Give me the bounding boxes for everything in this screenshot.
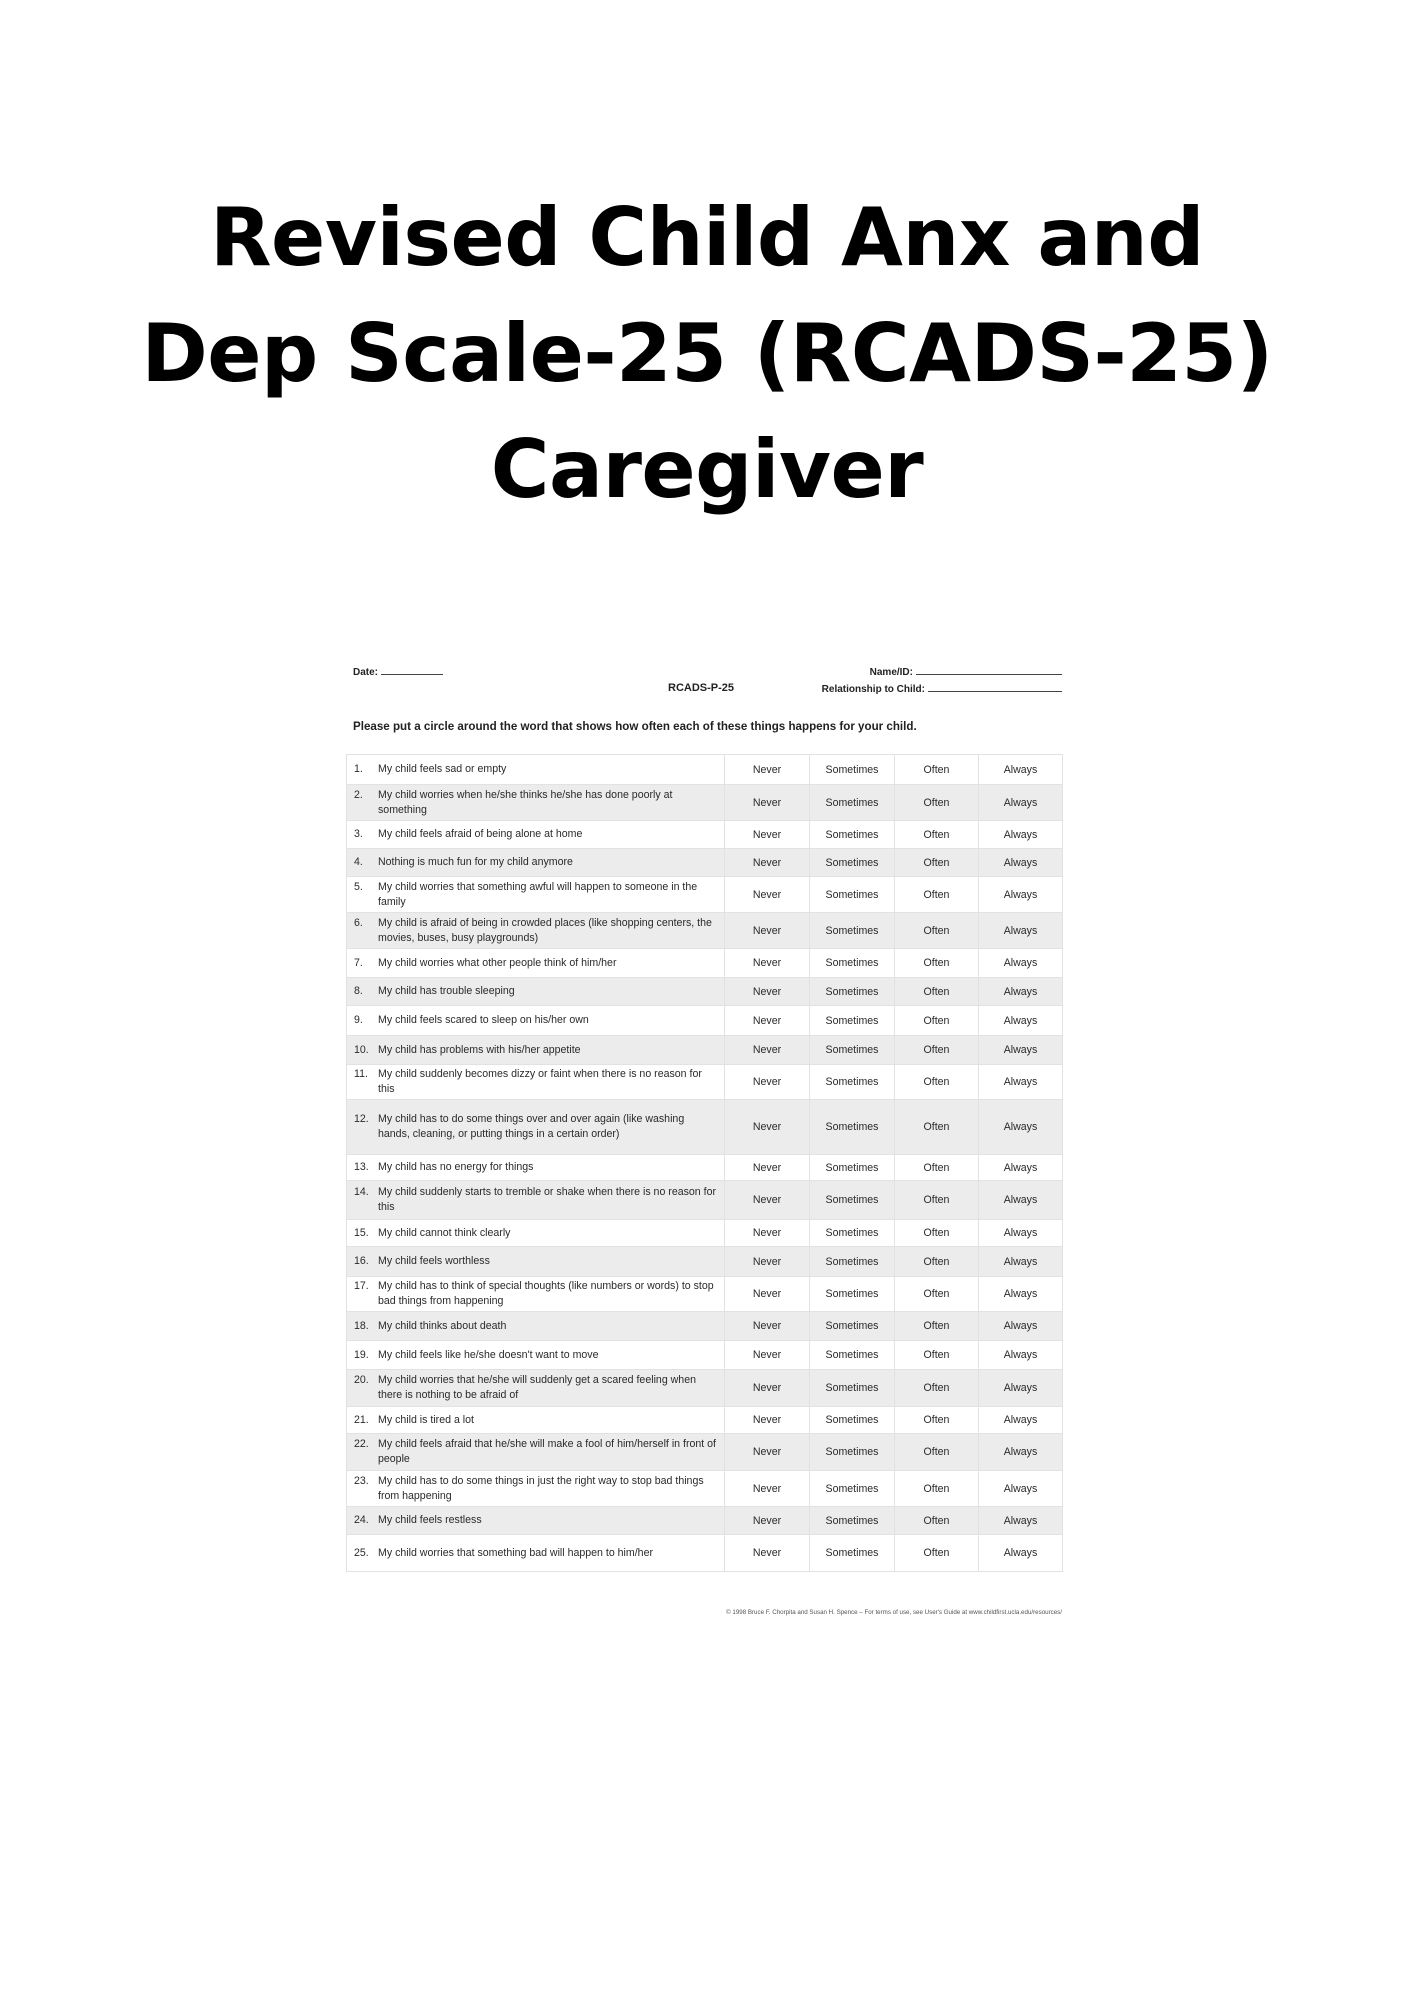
option-often[interactable]: Often bbox=[895, 755, 979, 785]
option-never[interactable]: Never bbox=[725, 755, 810, 785]
item-number: 16. bbox=[354, 1255, 369, 1267]
item-text: My child suddenly becomes dizzy or faint when there is no reason for this bbox=[378, 1068, 702, 1095]
option-never[interactable]: Never bbox=[725, 1312, 810, 1341]
item-question bbox=[347, 1471, 725, 1507]
item-text: My child feels worthless bbox=[378, 1255, 490, 1267]
option-never[interactable]: Never bbox=[725, 1507, 810, 1535]
item-text: My child feels like he/she doesn't want to move bbox=[378, 1348, 599, 1361]
table-row bbox=[347, 1155, 1063, 1181]
item-question bbox=[347, 1434, 725, 1471]
item-text: My child feels afraid of being alone at home bbox=[378, 828, 583, 840]
option-never[interactable]: Never bbox=[725, 949, 810, 978]
option-always[interactable]: Always bbox=[979, 821, 1063, 849]
item-text: My child worries what other people think of him/her bbox=[378, 956, 617, 969]
table-row bbox=[347, 785, 1063, 821]
item-question bbox=[347, 1535, 725, 1572]
item-question bbox=[347, 1181, 725, 1220]
item-number: 23. bbox=[354, 1474, 369, 1487]
date-blank bbox=[381, 665, 443, 675]
item-text: My child feels scared to sleep on his/her own bbox=[378, 1014, 589, 1026]
name-id-blank bbox=[916, 665, 1062, 675]
item-number: 24. bbox=[354, 1514, 369, 1526]
table-row bbox=[347, 1535, 1063, 1572]
option-often[interactable]: Often bbox=[895, 1312, 979, 1341]
option-never[interactable]: Never bbox=[725, 785, 810, 821]
option-often[interactable]: Often bbox=[895, 1247, 979, 1277]
option-sometimes[interactable]: Sometimes bbox=[810, 877, 895, 913]
option-often[interactable]: Often bbox=[895, 1434, 979, 1471]
option-often[interactable]: Often bbox=[895, 949, 979, 978]
table-row bbox=[347, 1471, 1063, 1507]
item-text: My child worries when he/she thinks he/she has done poorly at something bbox=[378, 788, 673, 816]
option-never[interactable]: Never bbox=[725, 1065, 810, 1100]
item-number: 10. bbox=[354, 1043, 369, 1056]
table-row bbox=[347, 949, 1063, 978]
name-id-label: Name/ID: bbox=[869, 667, 913, 678]
item-number: 18. bbox=[354, 1319, 369, 1332]
item-number: 17. bbox=[354, 1280, 369, 1292]
relationship-blank bbox=[928, 682, 1062, 692]
item-number: 1. bbox=[354, 763, 363, 775]
item-question bbox=[347, 1065, 725, 1100]
option-always[interactable]: Always bbox=[979, 1341, 1063, 1370]
option-sometimes[interactable]: Sometimes bbox=[810, 1312, 895, 1341]
option-often[interactable]: Often bbox=[895, 913, 979, 949]
table-row bbox=[347, 1341, 1063, 1370]
title-line-2: Dep Scale-25 (RCADS-25) bbox=[141, 307, 1273, 400]
option-never[interactable]: Never bbox=[725, 1100, 810, 1155]
item-number: 22. bbox=[354, 1438, 369, 1450]
option-often[interactable]: Often bbox=[895, 1006, 979, 1036]
option-always[interactable]: Always bbox=[979, 1312, 1063, 1341]
option-always[interactable]: Always bbox=[979, 785, 1063, 821]
option-never[interactable]: Never bbox=[725, 913, 810, 949]
option-always[interactable]: Always bbox=[979, 1100, 1063, 1155]
item-question bbox=[347, 1006, 725, 1036]
option-often[interactable]: Often bbox=[895, 1507, 979, 1535]
item-question bbox=[347, 785, 725, 821]
item-number: 21. bbox=[354, 1413, 369, 1426]
option-often[interactable]: Often bbox=[895, 1535, 979, 1572]
item-number: 2. bbox=[354, 788, 363, 801]
item-question bbox=[347, 1277, 725, 1312]
item-text: My child has to think of special thoughts (like numbers or words) to stop bad things from happening bbox=[378, 1280, 714, 1307]
item-text: Nothing is much fun for my child anymore bbox=[378, 856, 573, 868]
item-question bbox=[347, 1370, 725, 1407]
item-question bbox=[347, 1036, 725, 1065]
table-row bbox=[347, 849, 1063, 877]
table-row bbox=[347, 913, 1063, 949]
table-row bbox=[347, 821, 1063, 849]
date-field bbox=[353, 665, 443, 678]
option-sometimes[interactable]: Sometimes bbox=[810, 949, 895, 978]
item-text: My child is tired a lot bbox=[378, 1413, 474, 1426]
option-always[interactable]: Always bbox=[979, 1065, 1063, 1100]
table-row bbox=[347, 1220, 1063, 1247]
option-often[interactable]: Often bbox=[895, 1181, 979, 1220]
item-number: 19. bbox=[354, 1348, 369, 1361]
option-sometimes[interactable]: Sometimes bbox=[810, 785, 895, 821]
item-question bbox=[347, 1155, 725, 1181]
item-text: My child worries that something bad will happen to him/her bbox=[378, 1546, 653, 1559]
item-number: 13. bbox=[354, 1161, 369, 1173]
item-text: My child has to do some things over and over again (like washing hands, cleaning, or putting things in a certain order) bbox=[378, 1113, 685, 1140]
items-table bbox=[346, 754, 1063, 1572]
option-always[interactable]: Always bbox=[979, 1370, 1063, 1407]
item-question bbox=[347, 1507, 725, 1535]
option-sometimes[interactable]: Sometimes bbox=[810, 849, 895, 877]
option-often[interactable]: Often bbox=[895, 1065, 979, 1100]
item-question bbox=[347, 755, 725, 785]
item-number: 25. bbox=[354, 1546, 369, 1559]
option-never[interactable]: Never bbox=[725, 877, 810, 913]
item-question bbox=[347, 913, 725, 949]
option-often[interactable]: Often bbox=[895, 978, 979, 1006]
option-never[interactable]: Never bbox=[725, 1155, 810, 1181]
option-sometimes[interactable]: Sometimes bbox=[810, 1370, 895, 1407]
table-row bbox=[347, 1247, 1063, 1277]
form-code: RCADS-P-25 bbox=[668, 682, 735, 694]
item-number: 15. bbox=[354, 1226, 369, 1239]
relationship-label: Relationship to Child: bbox=[821, 684, 925, 695]
item-text: My child suddenly starts to tremble or shake when there is no reason for this bbox=[378, 1186, 716, 1213]
table-row bbox=[347, 1181, 1063, 1220]
option-never[interactable]: Never bbox=[725, 1181, 810, 1220]
instructions: Please put a circle around the word that shows how often each of these things happens for your child. bbox=[353, 720, 917, 733]
title-line-3: Caregiver bbox=[490, 423, 924, 516]
table-row bbox=[347, 877, 1063, 913]
option-always[interactable]: Always bbox=[979, 1407, 1063, 1434]
option-often[interactable]: Often bbox=[895, 877, 979, 913]
item-number: 8. bbox=[354, 985, 363, 997]
table-row bbox=[347, 1006, 1063, 1036]
option-always[interactable]: Always bbox=[979, 1006, 1063, 1036]
option-sometimes[interactable]: Sometimes bbox=[810, 1065, 895, 1100]
option-often[interactable]: Often bbox=[895, 1407, 979, 1434]
item-text: My child feels sad or empty bbox=[378, 763, 507, 775]
option-often[interactable]: Often bbox=[895, 849, 979, 877]
option-sometimes[interactable]: Sometimes bbox=[810, 821, 895, 849]
option-never[interactable]: Never bbox=[725, 1370, 810, 1407]
option-sometimes[interactable]: Sometimes bbox=[810, 1036, 895, 1065]
option-sometimes[interactable]: Sometimes bbox=[810, 1006, 895, 1036]
table-row bbox=[347, 1370, 1063, 1407]
item-number: 6. bbox=[354, 916, 363, 929]
option-sometimes[interactable]: Sometimes bbox=[810, 1220, 895, 1247]
option-never[interactable]: Never bbox=[725, 978, 810, 1006]
option-always[interactable]: Always bbox=[979, 1507, 1063, 1535]
option-always[interactable]: Always bbox=[979, 1535, 1063, 1572]
option-often[interactable]: Often bbox=[895, 1341, 979, 1370]
item-question bbox=[347, 1407, 725, 1434]
option-never[interactable]: Never bbox=[725, 1434, 810, 1471]
option-sometimes[interactable]: Sometimes bbox=[810, 1434, 895, 1471]
item-question bbox=[347, 1341, 725, 1370]
item-question bbox=[347, 1220, 725, 1247]
option-sometimes[interactable]: Sometimes bbox=[810, 1471, 895, 1507]
item-text: My child thinks about death bbox=[378, 1319, 507, 1332]
item-number: 4. bbox=[354, 856, 363, 868]
item-number: 12. bbox=[354, 1113, 369, 1125]
option-never[interactable]: Never bbox=[725, 1535, 810, 1572]
table-row bbox=[347, 1277, 1063, 1312]
date-label: Date: bbox=[353, 667, 379, 678]
option-always[interactable]: Always bbox=[979, 978, 1063, 1006]
option-always[interactable]: Always bbox=[979, 1181, 1063, 1220]
item-question bbox=[347, 978, 725, 1006]
option-always[interactable]: Always bbox=[979, 755, 1063, 785]
item-number: 7. bbox=[354, 956, 363, 969]
table-row bbox=[347, 1312, 1063, 1341]
item-text: My child worries that something awful will happen to someone in the family bbox=[378, 880, 698, 908]
item-question bbox=[347, 1247, 725, 1277]
title-line-1: Revised Child Anx and bbox=[209, 191, 1205, 284]
item-text: My child has to do some things in just the right way to stop bad things from happening bbox=[378, 1474, 704, 1502]
option-sometimes[interactable]: Sometimes bbox=[810, 1277, 895, 1312]
copyright-footer: © 1998 Bruce F. Chorpita and Susan H. Spence – For terms of use, see User's Guide at www.childfirst.ucla.edu/resources/ bbox=[726, 1609, 1062, 1616]
option-often[interactable]: Often bbox=[895, 1471, 979, 1507]
table-row bbox=[347, 1507, 1063, 1535]
option-sometimes[interactable]: Sometimes bbox=[810, 1507, 895, 1535]
option-often[interactable]: Often bbox=[895, 821, 979, 849]
table-row bbox=[347, 978, 1063, 1006]
option-often[interactable]: Often bbox=[895, 1036, 979, 1065]
name-id-field bbox=[725, 665, 1062, 678]
option-always[interactable]: Always bbox=[979, 1036, 1063, 1065]
relationship-field bbox=[725, 682, 1062, 695]
page-title bbox=[0, 180, 1414, 528]
option-never[interactable]: Never bbox=[725, 849, 810, 877]
option-often[interactable]: Often bbox=[895, 785, 979, 821]
option-often[interactable]: Often bbox=[895, 1220, 979, 1247]
option-often[interactable]: Often bbox=[895, 1277, 979, 1312]
item-question bbox=[347, 1100, 725, 1155]
item-text: My child has trouble sleeping bbox=[378, 985, 515, 997]
option-never[interactable]: Never bbox=[725, 1341, 810, 1370]
option-sometimes[interactable]: Sometimes bbox=[810, 978, 895, 1006]
item-number: 3. bbox=[354, 828, 363, 840]
option-often[interactable]: Often bbox=[895, 1100, 979, 1155]
option-sometimes[interactable]: Sometimes bbox=[810, 1407, 895, 1434]
option-often[interactable]: Often bbox=[895, 1370, 979, 1407]
option-sometimes[interactable]: Sometimes bbox=[810, 1535, 895, 1572]
option-never[interactable]: Never bbox=[725, 1220, 810, 1247]
option-sometimes[interactable]: Sometimes bbox=[810, 1181, 895, 1220]
option-sometimes[interactable]: Sometimes bbox=[810, 1341, 895, 1370]
option-always[interactable]: Always bbox=[979, 913, 1063, 949]
option-always[interactable]: Always bbox=[979, 1247, 1063, 1277]
table-row bbox=[347, 755, 1063, 785]
option-often[interactable]: Often bbox=[895, 1155, 979, 1181]
option-never[interactable]: Never bbox=[725, 1006, 810, 1036]
option-sometimes[interactable]: Sometimes bbox=[810, 1247, 895, 1277]
item-number: 5. bbox=[354, 880, 363, 893]
table-row bbox=[347, 1100, 1063, 1155]
option-always[interactable]: Always bbox=[979, 949, 1063, 978]
item-number: 14. bbox=[354, 1186, 369, 1198]
item-number: 9. bbox=[354, 1014, 363, 1026]
item-text: My child worries that he/she will suddenly get a scared feeling when there is nothing to be afraid of bbox=[378, 1374, 696, 1401]
item-question bbox=[347, 1312, 725, 1341]
item-question bbox=[347, 949, 725, 978]
option-sometimes[interactable]: Sometimes bbox=[810, 1100, 895, 1155]
item-text: My child feels restless bbox=[378, 1514, 482, 1526]
item-text: My child feels afraid that he/she will make a fool of him/herself in front of people bbox=[378, 1438, 716, 1465]
table-row bbox=[347, 1036, 1063, 1065]
option-never[interactable]: Never bbox=[725, 1407, 810, 1434]
option-never[interactable]: Never bbox=[725, 1471, 810, 1507]
item-text: My child has no energy for things bbox=[378, 1161, 534, 1173]
option-never[interactable]: Never bbox=[725, 1277, 810, 1312]
option-always[interactable]: Always bbox=[979, 1155, 1063, 1181]
option-sometimes[interactable]: Sometimes bbox=[810, 913, 895, 949]
option-never[interactable]: Never bbox=[725, 1247, 810, 1277]
option-always[interactable]: Always bbox=[979, 1277, 1063, 1312]
item-number: 20. bbox=[354, 1374, 369, 1386]
option-always[interactable]: Always bbox=[979, 877, 1063, 913]
option-never[interactable]: Never bbox=[725, 1036, 810, 1065]
item-text: My child cannot think clearly bbox=[378, 1226, 511, 1239]
option-always[interactable]: Always bbox=[979, 1434, 1063, 1471]
option-always[interactable]: Always bbox=[979, 849, 1063, 877]
table-row bbox=[347, 1434, 1063, 1471]
table-row bbox=[347, 1407, 1063, 1434]
option-always[interactable]: Always bbox=[979, 1220, 1063, 1247]
table-row bbox=[347, 1065, 1063, 1100]
item-number: 11. bbox=[354, 1068, 368, 1080]
option-sometimes[interactable]: Sometimes bbox=[810, 755, 895, 785]
item-question bbox=[347, 877, 725, 913]
item-question bbox=[347, 849, 725, 877]
item-text: My child has problems with his/her appetite bbox=[378, 1043, 581, 1056]
item-text: My child is afraid of being in crowded places (like shopping centers, the movies, buses, busy playgrounds) bbox=[378, 916, 712, 944]
option-never[interactable]: Never bbox=[725, 821, 810, 849]
option-sometimes[interactable]: Sometimes bbox=[810, 1155, 895, 1181]
item-question bbox=[347, 821, 725, 849]
option-always[interactable]: Always bbox=[979, 1471, 1063, 1507]
